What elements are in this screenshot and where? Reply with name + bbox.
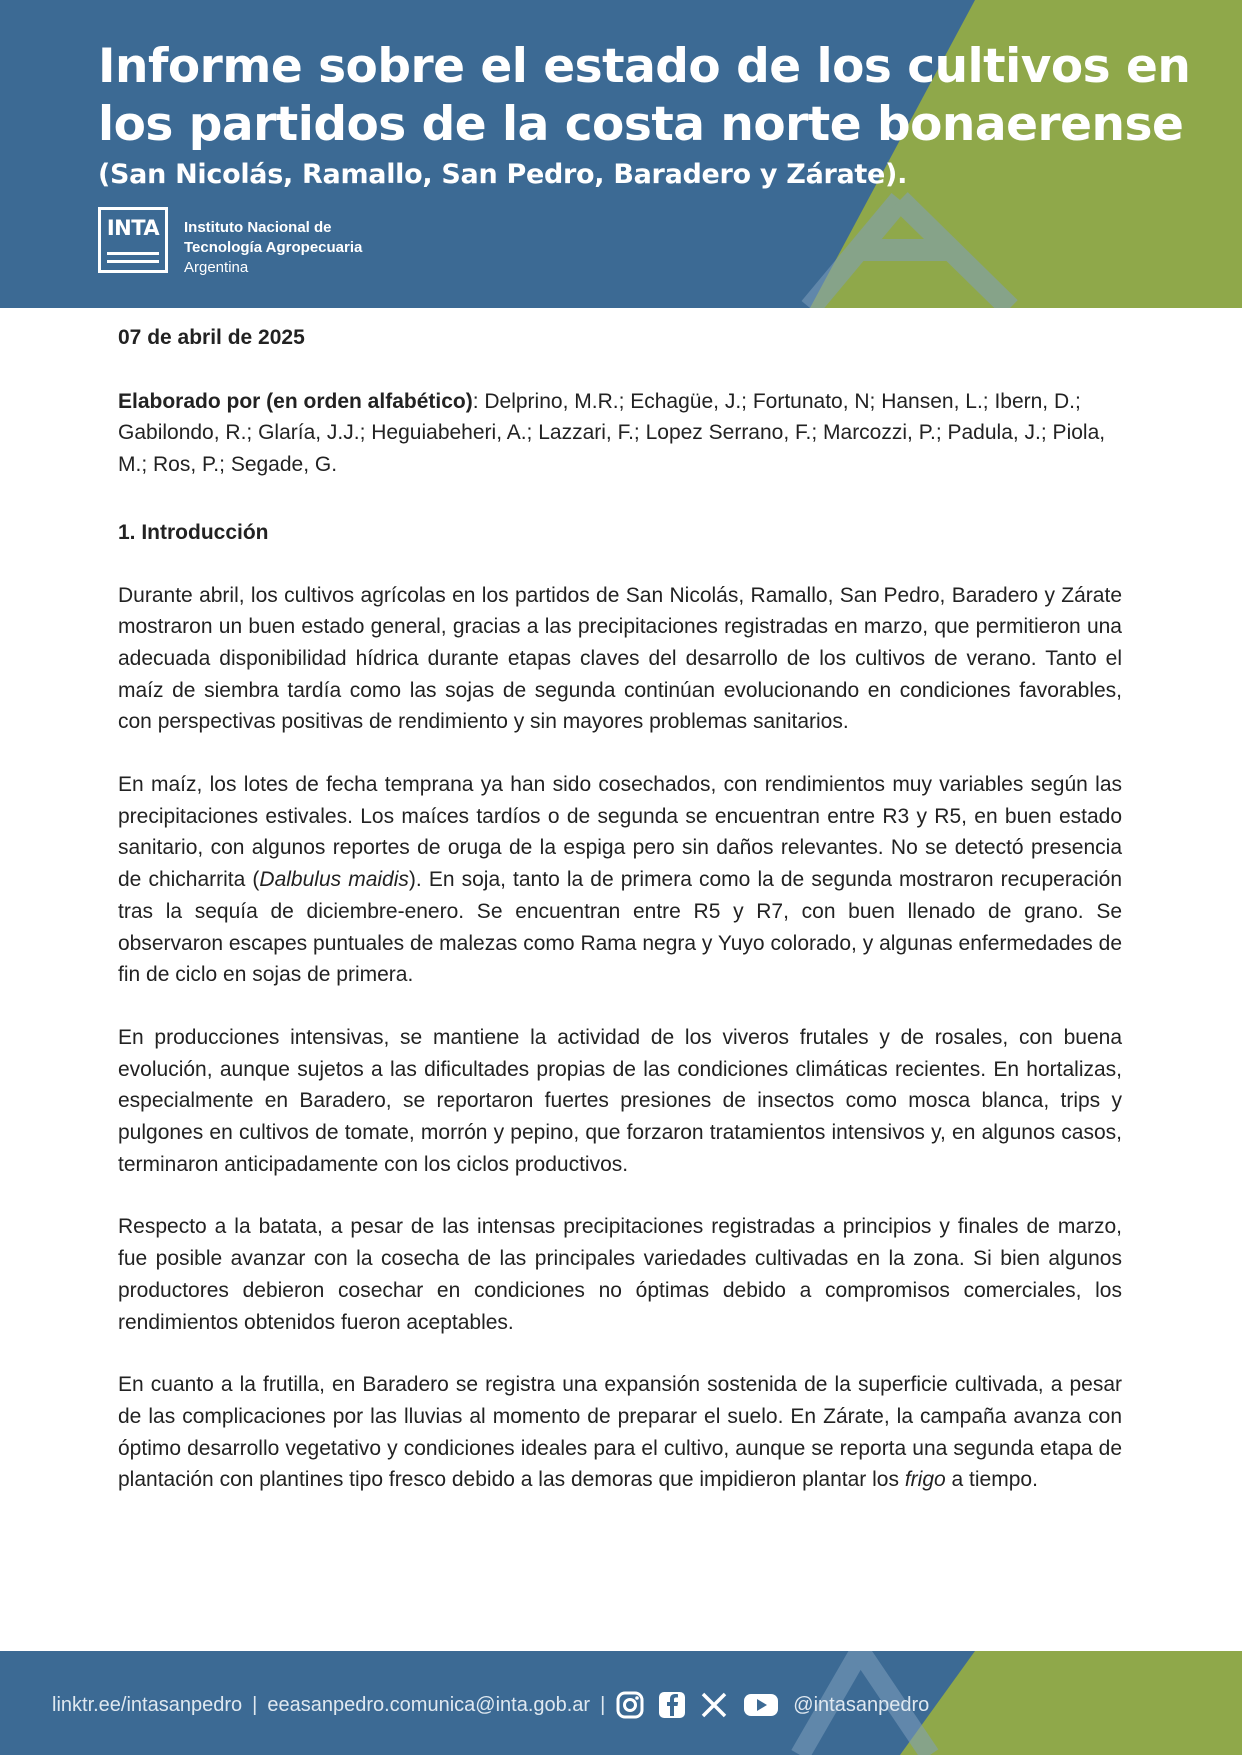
frigo-term: frigo [904, 1468, 946, 1492]
authors-list: : Delprino, M.R.; Echagüe, J.; Fortunato, N; Hansen, L.; Ibern, D.; Gabilondo, R.; Glaría, J.J.; Heguiabeheri, A.; Lazzari, F.; Lopez Serrano, F.; Marcozzi, P.; Padula, J.; Piola, M.; Ros, P.; Segade, G. [118, 389, 1106, 477]
paragraph-3: En producciones intensivas, se mantiene la actividad de los viveros frutales y de rosales, con buena evolución, aunque sujetos a las dificultades propias de las condiciones climáticas recientes. En hortalizas, especialmente en Baradero, se reportaron fuertes presiones de insectos como mosca blanca, trips y pulgones en cultivos de tomate, morrón y pepino, que forzaron tratamientos intensivos y, en algunos casos, terminaron anticipadamente con los ciclos productivos. [118, 1025, 1122, 1176]
paragraph-2: En maíz, los lotes de fecha temprana ya han sido cosechados, con rendimientos muy variables según las precipitaciones estivales. Los maíces tardíos o de segunda se encuentran entre R3 y R5, en buen estado sanitario, con algunos reportes de oruga de la espiga pero sin daños relevantes. No se detectó presencia de chicharrita (Dalbulus maidis). En soja, tanto la de primera como la de segunda mostraron recuperación tras la sequía de diciembre-enero. Se encuentran entre R5 y R7, con buen llenado de grano. Se observaron escapes puntuales de malezas como Rama negra y Yuyo colorado, y algunas enfermedades de fin de ciclo en sojas de primera. [118, 773, 1123, 987]
footer-contacts: linktr.ee/intasanpedro | eeasanpedro.comunica@inta.gob.ar | @intasanpedro [52, 1687, 929, 1723]
header-banner [0, 0, 1242, 308]
paragraph-5: En cuanto a la frutilla, en Baradero se registra una expansión sostenida de la superficie cultivada, a pesar de las complicaciones por las lluvias al momento de preparar el suelo. En Zárate, la campaña avanza con óptimo desarrollo vegetativo y condiciones ideales para el cultivo, aunque se reporta una segunda etapa de plantación con plantines tipo fresco debido a las demoras que impidieron plantar los frigo a tiempo. [118, 1373, 1122, 1492]
email-link[interactable]: eeasanpedro.comunica@inta.gob.ar [267, 1693, 591, 1716]
authors-label: Elaborado por (en orden alfabético) [118, 389, 473, 413]
logo-text: INTA [106, 216, 160, 240]
youtube-icon[interactable] [741, 1690, 781, 1720]
instagram-icon[interactable] [615, 1690, 645, 1720]
species-name: Dalbulus maidis [259, 868, 409, 892]
x-icon[interactable] [699, 1690, 729, 1720]
social-handle[interactable]: @intasanpedro [793, 1693, 930, 1716]
paragraph-4: Respecto a la batata, a pesar de las intensas precipitaciones registradas a principios y finales de marzo, fue posible avanzar con la cosecha de las principales variedades cultivadas en la zona. Si bien algunos productores debieron cosechar en condiciones no óptimas debido a compromisos comerciales, los rendimientos obtenidos fueron aceptables. [118, 1215, 1122, 1334]
institution-name: Instituto Nacional de Tecnología Agropecuaria Argentina [184, 219, 363, 276]
section-heading: 1. Introducción [118, 520, 269, 544]
facebook-icon[interactable] [657, 1690, 687, 1720]
report-title: Informe sobre el estado de los cultivos en los partidos de la costa norte bonaerense [98, 39, 1191, 152]
inta-logo [98, 207, 168, 273]
linktree-link[interactable]: linktr.ee/intasanpedro [52, 1693, 243, 1716]
report-date: 07 de abril de 2025 [118, 326, 305, 349]
paragraph-1: Durante abril, los cultivos agrícolas en los partidos de San Nicolás, Ramallo, San Pedro, Baradero y Zárate mostraron un buen estado general, gracias a las precipitaciones registradas en marzo, que permitieron una adecuada disponibilidad hídrica durante etapas claves del desarrollo de los cultivos de verano. Tanto el maíz de siembra tardía como las sojas de segunda continúan evolucionando en condiciones favorables, con perspectivas positivas de rendimiento y sin mayores problemas sanitarios. [118, 583, 1122, 734]
footer-banner [0, 1651, 1242, 1755]
document-body [118, 322, 1122, 1496]
report-subtitle: (San Nicolás, Ramallo, San Pedro, Baradero y Zárate). [98, 159, 908, 190]
authors-line [118, 386, 1122, 481]
